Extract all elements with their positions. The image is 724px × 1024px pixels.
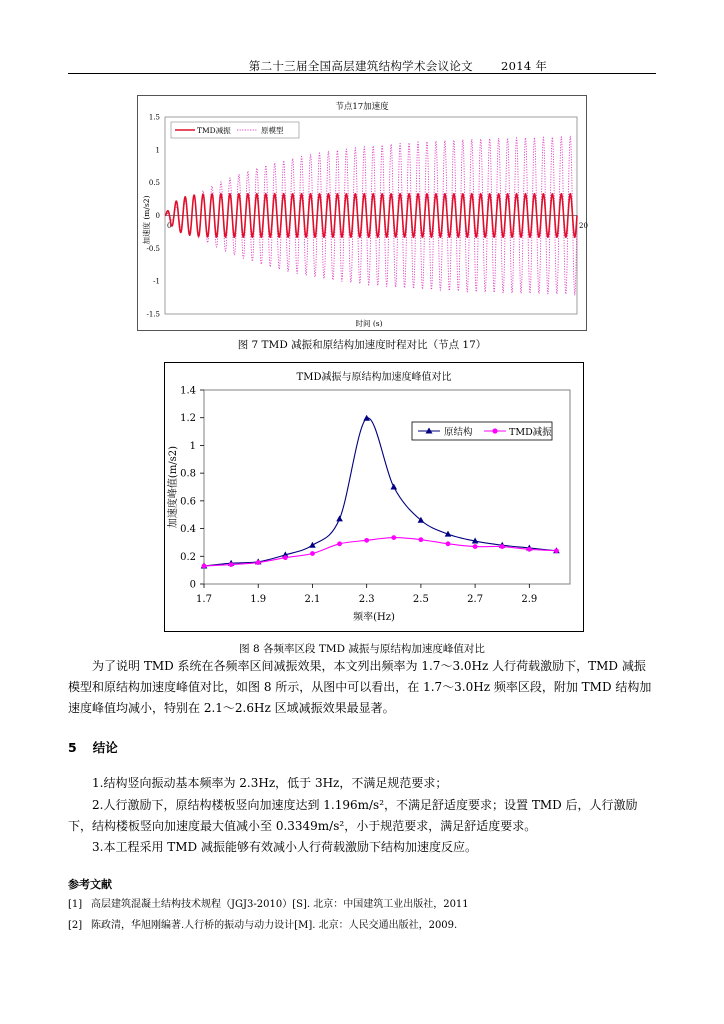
conclusion-item-2: 2.人行激励下，原结构楼板竖向加速度达到 1.196m/s²，不满足舒适度要求；设置 TMD 后，人行激励下，结构楼板竖向加速度最大值减小至 0.3349m/s²，小于规范要求，满足舒适度要求。	[68, 798, 638, 833]
fig8-legend-label-original: 原结构	[444, 427, 473, 438]
fig7-ytick-label: -1	[153, 277, 160, 286]
fig8-legend-label-tmd: TMD减振	[509, 427, 552, 438]
fig8-xtick-label: 1.7	[196, 594, 212, 605]
figure-8-chart	[164, 362, 584, 632]
fig8-xtick-label: 2.1	[304, 594, 321, 605]
fig8-point-tmd	[418, 537, 423, 542]
fig8-ytick-label: 0.4	[180, 524, 196, 536]
figure-7-caption: 图 7 TMD 减振和原结构加速度时程对比（节点 17）	[237, 339, 487, 351]
figure-7	[137, 95, 587, 335]
header-title: 第二十三届全国高层建筑结构学术会议论文	[248, 59, 473, 73]
fig7-ytick-label: -1.5	[146, 310, 160, 319]
fig8-point-tmd	[283, 555, 288, 560]
fig8-ylabel: 加速度峰值(m/s2)	[168, 445, 179, 529]
fig8-legend	[412, 422, 552, 440]
figure-8-caption: 图 8 各频率区段 TMD 减振与原结构加速度峰值对比	[239, 643, 485, 655]
reference-item	[68, 895, 469, 910]
fig8-point-tmd	[202, 564, 207, 569]
fig7-ytick-label: 1	[155, 146, 160, 155]
section-heading	[68, 738, 118, 756]
fig8-point-tmd	[554, 548, 559, 553]
fig8-ytick-label: 0.6	[180, 496, 196, 508]
fig8-point-tmd	[337, 541, 342, 546]
conclusion-item-3: 3.本工程采用 TMD 减振能够有效减小人行荷载激励下结构加速度反应。	[92, 840, 477, 854]
fig8-point-tmd	[446, 541, 451, 546]
fig7-xtick-label: 0	[167, 222, 172, 230]
fig8-xtick-label: 1.9	[250, 594, 267, 605]
fig8-ytick-label: 1	[189, 440, 196, 452]
reference-number: [2]	[68, 920, 83, 931]
fig8-point-tmd	[473, 544, 478, 549]
fig8-xtick-label: 2.3	[358, 594, 375, 605]
fig8-xlabel: 频率(Hz)	[353, 612, 395, 623]
header-year: 2014 年	[500, 59, 548, 73]
fig7-legend-label-tmd: TMD减振	[197, 126, 231, 135]
reference-text: 陈政清，华旭刚编著.人行桥的振动与动力设计[M]. 北京：人民交通出版社，2009.	[91, 920, 458, 931]
fig8-point-tmd	[364, 538, 369, 543]
fig8-point-tmd	[229, 562, 234, 567]
fig7-ylabel: 加速度 (m/s2)	[142, 195, 151, 245]
paragraph-figure8-description: 为了说明 TMD 系统在各频率区间减振效果，本文列出频率为 1.7～3.0Hz 人行荷载激励下，TMD 减振模型和原结构加速度峰值对比，如图 8 所示，从图中可以看出，在 1.7～3.0Hz 频率区段，附加 TMD 结构加速度峰值均减小，特别在 2.1～2.6Hz 区域减振效果最显著。	[68, 659, 652, 715]
fig7-ytick-label: -0.5	[146, 244, 160, 253]
header-rule	[68, 73, 656, 74]
fig8-plot-area	[204, 390, 570, 584]
fig8-point-tmd	[527, 547, 532, 552]
conclusion-item-1: 1.结构竖向振动基本频率为 2.3Hz，低于 3Hz，不满足规范要求；	[92, 776, 448, 790]
figure-7-chart	[137, 95, 587, 331]
fig8-point-tmd	[391, 535, 396, 540]
reference-number: [1]	[68, 899, 83, 910]
fig7-xlabel: 时间 (s)	[355, 319, 383, 328]
fig7-ytick-label: 0	[155, 212, 160, 220]
section-title: 结论	[92, 740, 118, 755]
figure-8	[164, 362, 584, 636]
fig7-ytick-label: 0.5	[148, 179, 160, 188]
running-header	[140, 58, 656, 74]
fig8-xtick-label: 2.7	[467, 594, 484, 605]
fig8-ytick-label: 0.2	[180, 551, 196, 563]
fig8-legend-marker-tmd	[492, 428, 497, 433]
fig8-ytick-label: 1.4	[180, 385, 196, 397]
fig8-point-tmd	[310, 551, 315, 556]
reference-item	[68, 916, 457, 931]
fig8-title: TMD减振与原结构加速度峰值对比	[296, 372, 452, 383]
fig7-title: 节点17加速度	[335, 102, 389, 112]
fig8-ytick-label: 0.8	[180, 468, 196, 480]
fig8-point-tmd	[256, 560, 261, 565]
fig7-legend	[171, 122, 299, 138]
fig7-ytick-label: 1.5	[148, 113, 160, 122]
section-number: 5	[68, 740, 77, 755]
fig8-xtick-label: 2.9	[521, 594, 538, 605]
fig8-xtick-label: 2.5	[412, 594, 429, 605]
fig8-ytick-label: 0	[189, 579, 196, 591]
references-title: 参考文献	[68, 878, 112, 891]
fig8-point-tmd	[500, 544, 505, 549]
fig7-xtick-label: 20	[579, 222, 588, 230]
fig7-legend-label-original: 原模型	[261, 126, 284, 135]
fig8-ytick-label: 1.2	[180, 413, 196, 425]
reference-text: 高层建筑混凝土结构技术规程（JGJ3-2010）[S]. 北京：中国建筑工业出版社，2011	[91, 899, 469, 910]
